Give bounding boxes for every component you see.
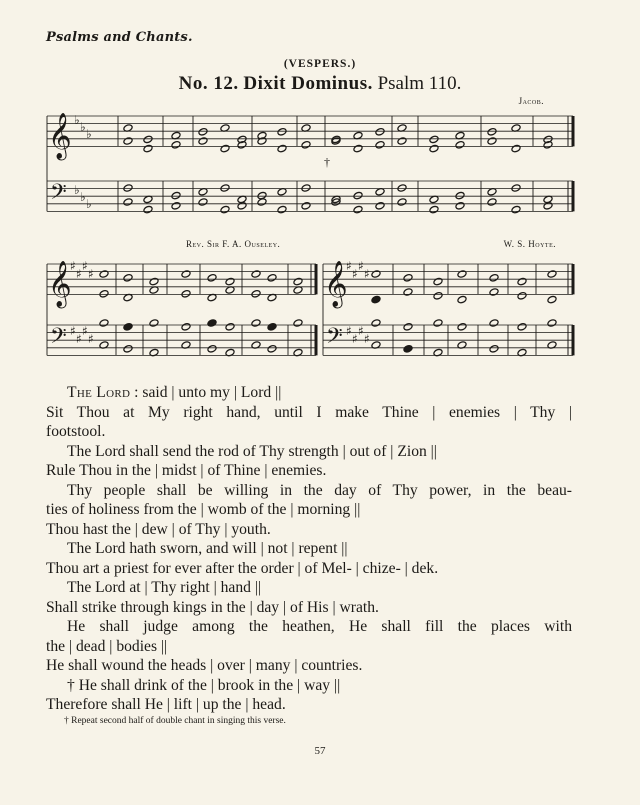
note-head <box>267 345 277 354</box>
note-head <box>301 202 311 211</box>
verse-text: The Lord at | Thy right | hand || <box>67 579 262 596</box>
note-head <box>301 141 311 150</box>
composer-first-chant: Jacob. <box>518 96 544 106</box>
chant-name: Dixit Dominus. <box>243 73 373 94</box>
sharp-icon: ♯ <box>358 324 364 338</box>
note-head <box>455 141 465 150</box>
note-head <box>198 137 208 146</box>
verse-lead: The Lord <box>67 384 131 401</box>
note-head <box>123 323 133 332</box>
verse-line <box>46 578 572 598</box>
note-head <box>251 290 261 299</box>
verse-line <box>46 422 572 442</box>
composer-second-chant-left: Rev. Sir F. A. Ouseley. <box>186 239 281 249</box>
chant-number: No. 12. <box>178 73 239 94</box>
note-head <box>403 323 413 332</box>
note-head <box>547 295 557 304</box>
sharp-icon: ♯ <box>352 332 358 346</box>
sharp-icon: ♯ <box>352 267 358 281</box>
note-head <box>371 319 381 328</box>
note-head <box>489 345 499 354</box>
note-head <box>375 141 385 150</box>
note-head <box>220 184 230 193</box>
verse-text: † He shall drink of the | brook in the | way || <box>67 676 341 694</box>
verse-line <box>46 598 572 618</box>
sharp-icon: ♯ <box>88 332 94 346</box>
note-head <box>403 345 413 354</box>
verse-line <box>46 539 572 559</box>
verse-text: footstool. <box>46 423 106 440</box>
note-head <box>457 295 467 304</box>
note-head <box>99 290 109 299</box>
verse-text: Thy people shall be willing in the day of Thy power, in the beau- <box>67 481 572 499</box>
note-head <box>487 198 497 207</box>
verse-line <box>46 676 572 696</box>
verse-line <box>46 559 572 579</box>
sharp-icon: ♯ <box>76 332 82 346</box>
sharp-icon: ♯ <box>346 324 352 338</box>
note-head <box>375 128 385 137</box>
sharp-icon: ♯ <box>88 267 94 281</box>
note-head <box>198 128 208 137</box>
note-head <box>123 137 133 146</box>
flat-icon: ♭ <box>74 183 80 197</box>
note-head <box>397 184 407 193</box>
note-head <box>511 184 521 193</box>
note-head <box>353 191 363 200</box>
note-head <box>547 270 557 279</box>
sharp-icon: ♯ <box>82 259 88 273</box>
note-head <box>220 205 230 214</box>
note-head <box>143 135 153 144</box>
psalm-verses <box>46 383 572 715</box>
note-head <box>489 319 499 328</box>
note-head <box>371 270 381 279</box>
note-head <box>511 205 521 214</box>
note-head <box>353 205 363 214</box>
note-head <box>207 319 217 328</box>
note-head <box>171 191 181 200</box>
note-head <box>375 202 385 211</box>
note-head <box>225 323 235 332</box>
verse-text: ties of holiness from the | womb of the | morning || <box>46 501 361 518</box>
note-head <box>277 144 287 153</box>
note-head <box>433 277 443 286</box>
verse-line <box>46 520 572 540</box>
note-head <box>397 137 407 146</box>
note-head <box>543 202 553 211</box>
verse-text: the | dead | bodies || <box>46 637 168 655</box>
treble-clef-icon: 𝄞 <box>48 261 72 307</box>
note-head <box>251 270 261 279</box>
note-head <box>487 128 497 137</box>
verse-line <box>46 403 572 423</box>
verse-line <box>46 383 572 403</box>
composer-second-chant-right: W. S. Hoyte. <box>503 239 556 249</box>
note-head <box>181 323 191 332</box>
sharp-icon: ♯ <box>82 324 88 338</box>
verse-text: Thou art a priest for ever after the order | of Mel- | chize- | dek. <box>46 559 439 577</box>
verse-line <box>46 637 572 657</box>
verse-line <box>46 500 572 520</box>
running-head: Psalms and Chants. <box>46 30 193 45</box>
note-head <box>207 345 217 354</box>
bass-clef-icon: 𝄢 <box>326 324 343 354</box>
note-head <box>517 292 527 301</box>
note-head <box>293 277 303 286</box>
bass-clef-icon: 𝄢 <box>50 324 67 354</box>
verse-line <box>46 695 572 715</box>
verse-text: He shall wound the heads | over | many | countries. <box>46 657 363 674</box>
note-head <box>429 135 439 144</box>
verse-line <box>46 656 572 676</box>
note-head <box>267 323 277 332</box>
note-head <box>433 319 443 328</box>
note-head <box>149 277 159 286</box>
music-notation <box>0 0 640 370</box>
note-head <box>143 144 153 153</box>
bass-clef-icon: 𝄢 <box>50 180 67 210</box>
sharp-icon: ♯ <box>76 267 82 281</box>
verse-text: Therefore shall He | lift | up the | head. <box>46 696 286 713</box>
dagger-mark: † <box>324 155 330 169</box>
note-head <box>403 288 413 297</box>
note-head <box>457 323 467 332</box>
note-head <box>99 270 109 279</box>
note-head <box>225 277 235 286</box>
note-head <box>149 319 159 328</box>
note-head <box>251 319 261 328</box>
note-head <box>293 319 303 328</box>
flat-icon: ♭ <box>80 120 86 134</box>
note-head <box>123 198 133 207</box>
sharp-icon: ♯ <box>346 259 352 273</box>
page-number: 57 <box>314 745 326 757</box>
note-head <box>403 274 413 283</box>
note-head <box>433 292 443 301</box>
note-head <box>353 144 363 153</box>
note-head <box>277 205 287 214</box>
note-head <box>371 295 381 304</box>
verse-text: : said | unto my | Lord || <box>130 384 282 401</box>
note-head <box>429 144 439 153</box>
note-head <box>489 274 499 283</box>
sharp-icon: ♯ <box>70 324 76 338</box>
treble-clef-icon: 𝄞 <box>48 113 72 159</box>
verse-line <box>46 461 572 481</box>
note-head <box>397 198 407 207</box>
verse-line <box>46 617 572 637</box>
note-head <box>267 274 277 283</box>
note-head <box>237 202 247 211</box>
note-head <box>301 184 311 193</box>
service-label: (VESPERS.) <box>283 58 357 70</box>
note-head <box>257 198 267 207</box>
note-head <box>143 205 153 214</box>
verse-text: Rule Thou in the | midst | of Thine | enemies. <box>46 462 327 479</box>
verse-text: Sit Thou at My right hand, until I make Thine | enemies | Thy | <box>46 403 572 421</box>
note-head <box>457 270 467 279</box>
sharp-icon: ♯ <box>364 267 370 281</box>
note-head <box>455 202 465 211</box>
note-head <box>123 184 133 193</box>
note-head <box>181 290 191 299</box>
note-head <box>220 144 230 153</box>
note-head <box>547 319 557 328</box>
note-head <box>455 191 465 200</box>
note-head <box>99 319 109 328</box>
flat-icon: ♭ <box>86 127 92 141</box>
verse-text: The Lord hath sworn, and will | not | repent || <box>67 540 348 557</box>
footnote: † Repeat second half of double chant in singing this verse. <box>64 716 286 726</box>
note-head <box>429 205 439 214</box>
note-head <box>207 274 217 283</box>
sharp-icon: ♯ <box>358 259 364 273</box>
flat-icon: ♭ <box>86 197 92 211</box>
psalm-reference: Psalm 110. <box>377 73 462 94</box>
verse-text: Shall strike through kings in the | day | of His | wrath. <box>46 598 379 616</box>
note-head <box>123 345 133 354</box>
flat-icon: ♭ <box>74 113 80 127</box>
note-head <box>123 274 133 283</box>
note-head <box>487 137 497 146</box>
verse-text: The Lord shall send the rod of Thy strength | out of | Zion || <box>67 442 437 460</box>
verse-line <box>46 442 572 462</box>
note-head <box>517 323 527 332</box>
flat-icon: ♭ <box>80 190 86 204</box>
note-head <box>181 270 191 279</box>
sharp-icon: ♯ <box>70 259 76 273</box>
note-head <box>517 277 527 286</box>
note-head <box>489 288 499 297</box>
verse-text: Thou hast the | dew | of Thy | youth. <box>46 520 271 538</box>
note-head <box>171 141 181 150</box>
note-head <box>171 202 181 211</box>
note-head <box>198 198 208 207</box>
note-head <box>277 128 287 137</box>
note-head <box>511 144 521 153</box>
verse-line <box>46 481 572 501</box>
verse-text: He shall judge among the heathen, He shall fill the places with <box>67 618 572 635</box>
treble-clef-icon: 𝄞 <box>324 261 348 307</box>
sharp-icon: ♯ <box>364 332 370 346</box>
